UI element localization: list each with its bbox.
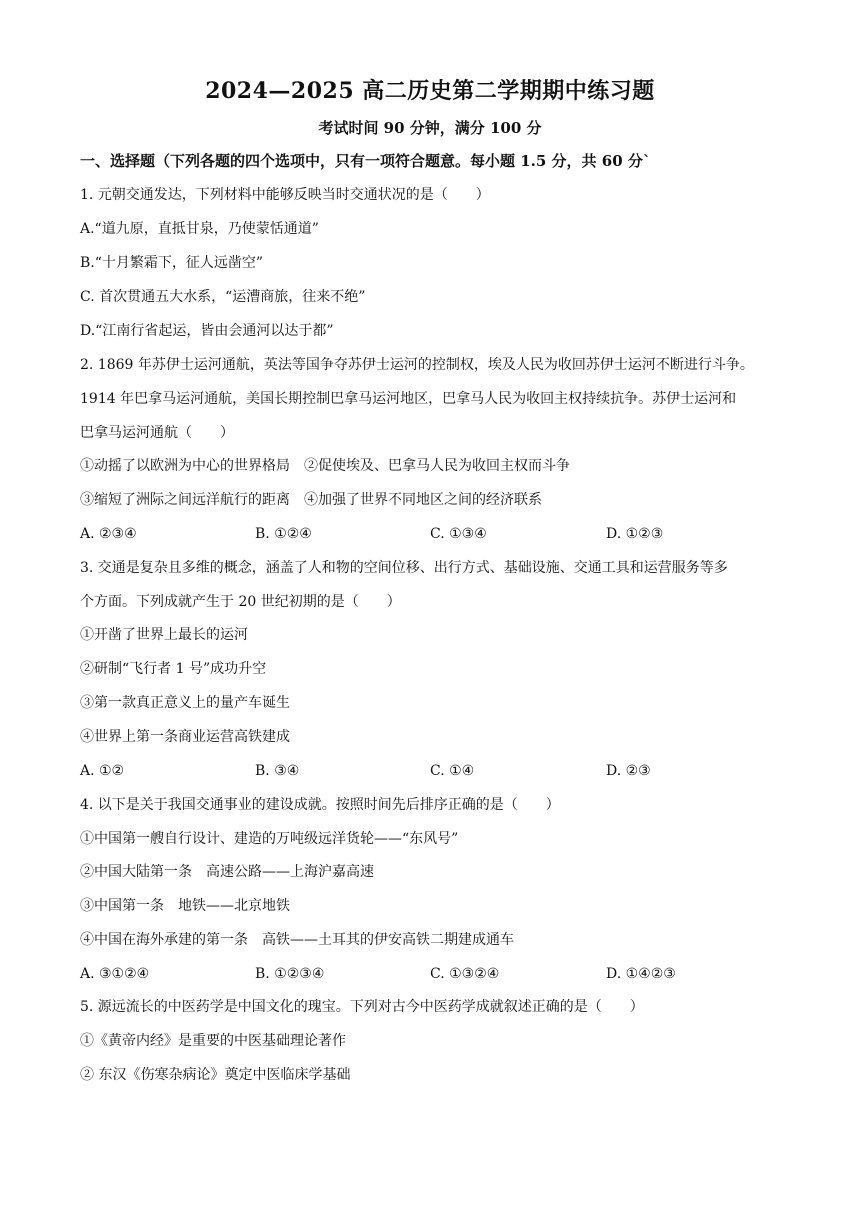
question-5-item-1: ①《黄帝内经》是重要的中医基础理论著作	[80, 1033, 346, 1049]
question-3-stem-line-1: 3. 交通是复杂且多维的概念，涵盖了人和物的空间位移、出行方式、基础设施、交通工具和运营服务等多	[80, 560, 728, 576]
question-4-option-d: D. ①④②③	[606, 966, 676, 982]
question-4-stem: 4. 以下是关于我国交通事业的建设成就。按照时间先后排序正确的是（ ）	[80, 797, 560, 813]
question-2-stem-line-1: 2. 1869 年苏伊士运河通航，英法等国争夺苏伊士运河的控制权，埃及人民为收回苏伊士运河不断进行斗争。	[80, 357, 754, 373]
question-3-item-3: ③第一款真正意义上的量产车诞生	[80, 695, 290, 711]
question-5-stem: 5. 源远流长的中医药学是中国文化的瑰宝。下列对古今中医药学成就叙述正确的是（ ）	[80, 999, 644, 1015]
question-4-item-1: ①中国第一艘自行设计、建造的万吨级远洋货轮——“东风号”	[80, 831, 459, 847]
question-5-item-2: ② 东汉《伤寒杂病论》奠定中医临床学基础	[80, 1067, 351, 1083]
question-3-option-a: A. ①②	[80, 763, 125, 779]
question-2-option-b: B. ①②④	[255, 526, 312, 542]
page-title: 2024—2025 高二历史第二学期期中练习题	[205, 78, 655, 104]
question-2-stem-line-2: 1914 年巴拿马运河通航，美国长期控制巴拿马运河地区，巴拿马人民为收回主权持续抗争。苏伊士运河和	[80, 391, 737, 407]
question-3-item-2: ②研制“飞行者 1 号”成功升空	[80, 661, 267, 677]
exam-info: 考试时间 90 分钟，满分 100 分	[318, 119, 542, 137]
question-2-stem-line-3: 巴拿马运河通航（ ）	[80, 425, 234, 441]
question-4-item-3: ③中国第一条 地铁——北京地铁	[80, 898, 290, 914]
question-3-item-1: ①开凿了世界上最长的运河	[80, 627, 248, 643]
question-3-option-d: D. ②③	[606, 763, 651, 779]
question-2-option-a: A. ②③④	[80, 526, 137, 542]
question-4-item-2: ②中国大陆第一条 高速公路——上海沪嘉高速	[80, 864, 374, 880]
question-1-option-a: A.“道九原，直抵甘泉，乃使蒙恬通道”	[80, 221, 319, 237]
question-3-item-4: ④世界上第一条商业运营高铁建成	[80, 729, 290, 745]
question-3-stem-line-2: 个方面。下列成就产生于 20 世纪初期的是（ ）	[80, 594, 401, 610]
question-2-item-row-1: ①动摇了以欧洲为中心的世界格局 ②促使埃及、巴拿马人民为收回主权而斗争	[80, 458, 570, 474]
question-1-stem: 1. 元朝交通发达，下列材料中能够反映当时交通状况的是（ ）	[80, 187, 490, 203]
question-1-option-b: B.“十月繁霜下，征人远凿空”	[80, 255, 264, 271]
question-4-option-b: B. ①②③④	[255, 966, 325, 982]
section-heading: 一、选择题（下列各题的四个选项中，只有一项符合题意。每小题 1.5 分，共 60 分`	[80, 152, 651, 170]
question-1-option-d: D.“江南行省起运，皆由会通河以达于都”	[80, 323, 334, 339]
question-1-option-c: C. 首次贯通五大水系，“运漕商旅，往来不绝”	[80, 289, 366, 305]
question-4-option-c: C. ①③②④	[430, 966, 500, 982]
question-2-option-d: D. ①②③	[606, 526, 664, 542]
question-4-item-4: ④中国在海外承建的第一条 高铁——土耳其的伊安高铁二期建成通车	[80, 932, 514, 948]
question-3-option-b: B. ③④	[255, 763, 300, 779]
question-2-option-c: C. ①③④	[430, 526, 487, 542]
question-2-item-row-2: ③缩短了洲际之间远洋航行的距离 ④加强了世界不同地区之间的经济联系	[80, 492, 542, 508]
question-3-option-c: C. ①④	[430, 763, 475, 779]
question-4-option-a: A. ③①②④	[80, 966, 150, 982]
